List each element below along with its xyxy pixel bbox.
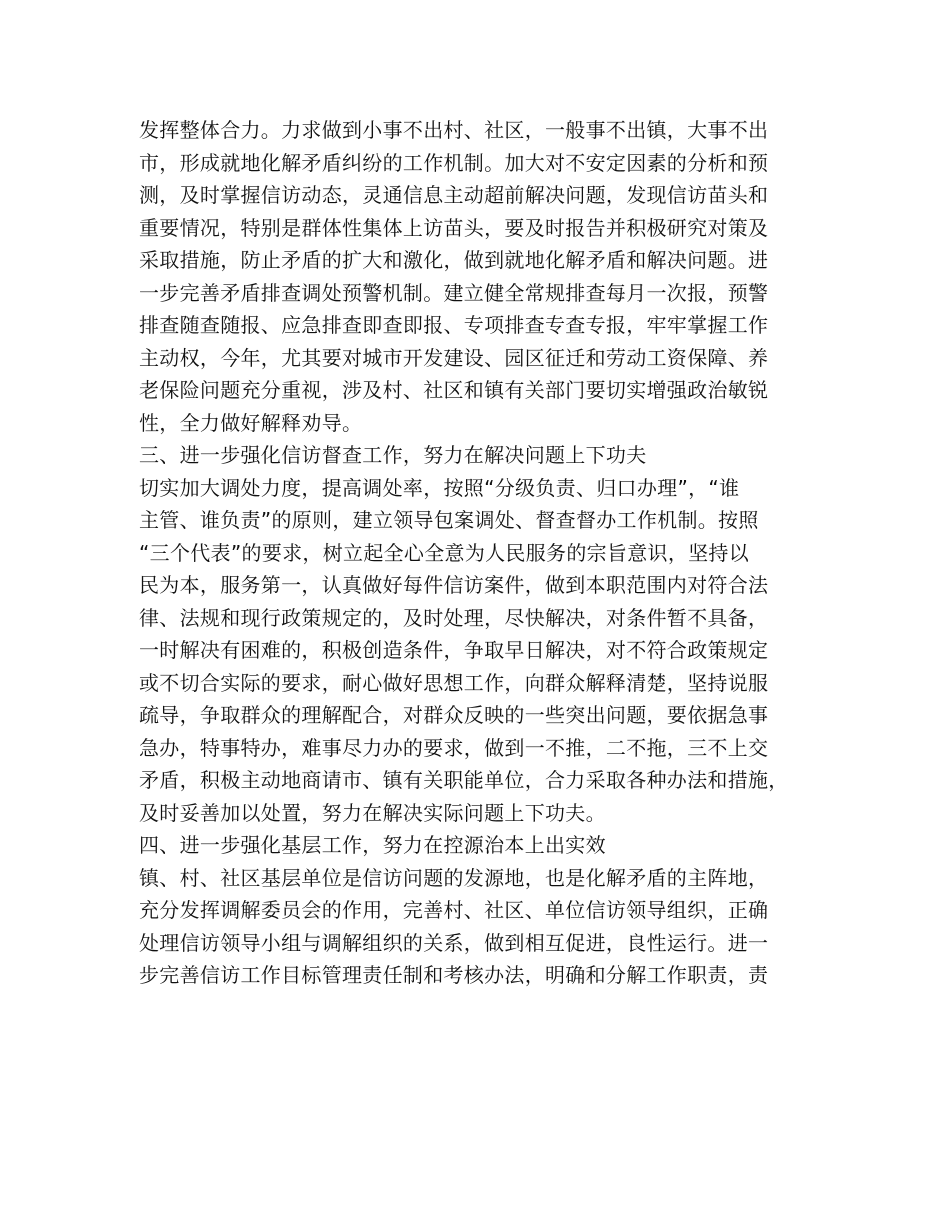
- body-line: 民为本，服务第一，认真做好每件信访案件，做到本职范围内对符合法: [139, 573, 769, 597]
- body-line: 疏导，争取群众的理解配合，对群众反映的一些突出问题，要依据急事: [139, 703, 769, 727]
- body-line: “三个代表”的要求，树立起全心全意为人民服务的宗旨意识，坚持以: [139, 540, 750, 565]
- body-line: 或不切合实际的要求，耐心做好思想工作，向群众解释清楚，坚持说服: [139, 670, 769, 695]
- body-line: 采取措施，防止矛盾的扩大和激化，做到就地化解矛盾和解决问题。进: [139, 248, 769, 272]
- body-line: 一时解决有困难的，积极创造条件，争取早日解决，对不符合政策规定: [139, 638, 769, 662]
- body-line: 律、法规和现行政策规定的，及时处理，尽快解决，对条件暂不具备，: [139, 605, 769, 630]
- body-line: 充分发挥调解委员会的作用，完善村、社区、单位信访领导组织，正确: [139, 898, 769, 922]
- body-line: 发挥整体合力。力求做到小事不出村、社区，一般事不出镇，大事不出: [139, 118, 769, 142]
- body-line: 步完善信访工作目标管理责任制和考核办法，明确和分解工作职责，责: [139, 963, 769, 987]
- body-line: 镇、村、社区基层单位是信访问题的发源地，也是化解矛盾的主阵地，: [139, 865, 769, 890]
- body-line: 主管、谁负责”的原则，建立领导包案调处、督查督办工作机制。按照: [139, 508, 759, 532]
- body-line: 一步完善矛盾排查调处预警机制。建立健全常规排查每月一次报，预警: [139, 280, 769, 305]
- section-heading: 三、进一步强化信访督查工作，努力在解决问题上下功夫: [139, 443, 647, 467]
- body-line: 测，及时掌握信访动态，灵通信息主动超前解决问题，发现信访苗头和: [139, 183, 769, 207]
- section-heading: 四、进一步强化基层工作，努力在控源治本上出实效: [139, 833, 606, 857]
- document-body: [139, 114, 829, 992]
- body-line: 重要情况，特别是群体性集体上访苗头，要及时报告并积极研究对策及: [139, 215, 769, 240]
- body-line: 及时妥善加以处置，努力在解决实际问题上下功夫。: [139, 800, 606, 825]
- body-line: 性，全力做好解释劝导。: [139, 410, 363, 435]
- body-line: 排查随查随报、应急排查即查即报、专项排查专查专报，牢牢掌握工作: [139, 313, 769, 337]
- body-line: 市，形成就地化解矛盾纠纷的工作机制。加大对不安定因素的分析和预: [139, 150, 769, 175]
- body-line: 主动权，今年，尤其要对城市开发建设、园区征迁和劳动工资保障、养: [139, 345, 769, 370]
- body-line: 急办，特事特办，难事尽力办的要求，做到一不推，二不拖，三不上交: [139, 735, 769, 760]
- body-line: 切实加大调处力度，提高调处率，按照“分级负责、归口办理”，“谁: [139, 475, 740, 500]
- body-line: 老保险问题充分重视，涉及村、社区和镇有关部门要切实增强政治敏锐: [139, 378, 769, 402]
- body-line: 处理信访领导小组与调解组织的关系，做到相互促进，良性运行。进一: [139, 930, 769, 955]
- body-line: 矛盾，积极主动地商请市、镇有关职能单位，合力采取各种办法和措施，: [139, 768, 789, 792]
